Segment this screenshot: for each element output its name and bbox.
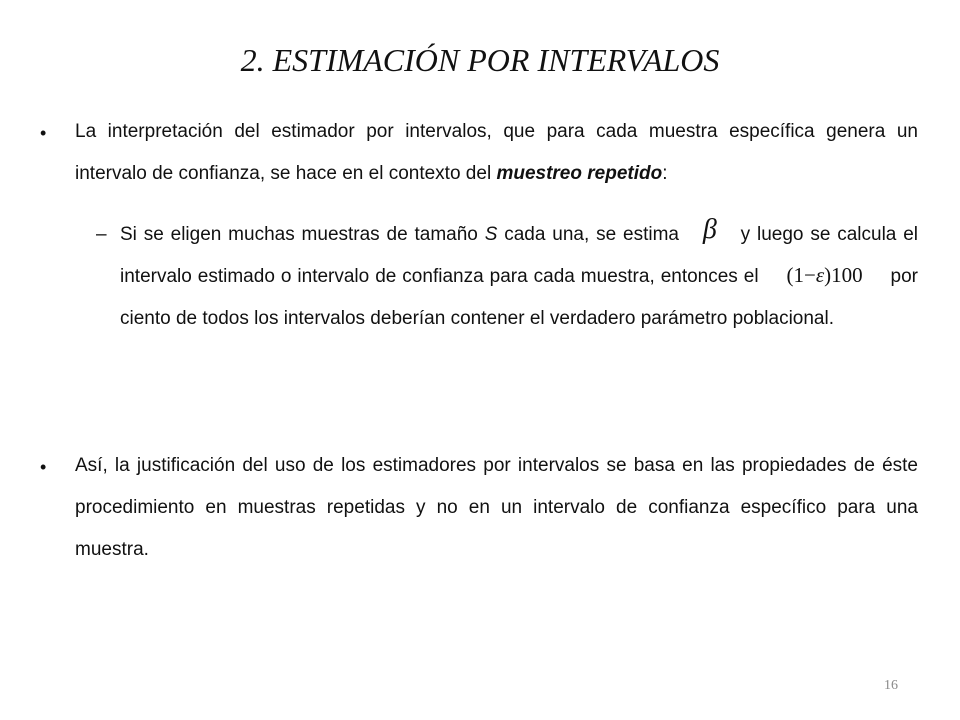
beta-symbol: β (702, 214, 717, 245)
epsilon-symbol: ε (815, 263, 825, 287)
confidence-expression (765, 265, 885, 285)
bullet-2-marker: • (40, 457, 47, 477)
page-number: 16 (884, 678, 898, 693)
bullet-1-text-a: La interpretación del estimador por intervalos, que para cada muestra específica genera un intervalo de confianza, se hace en el contexto del (75, 121, 918, 184)
sub-1-var-s: S (484, 224, 498, 245)
sub-bullet-1-marker: – (96, 224, 107, 245)
bullet-1-emphasis: muestreo repetido (496, 163, 663, 184)
sub-1-text-a: Si se eligen muchas muestras de tamaño (120, 224, 485, 245)
sub-1-text-c: y luego se calcula el intervalo estimado o intervalo de confianza para cada muestra, entonces el (120, 224, 918, 287)
bullet-2-paragraph: Así, la justificación del uso de los estimadores por intervalos se basa en las propiedades de éste procedimiento en muestras repetidas y no en un intervalo de confianza específico para una muestra. (75, 455, 918, 560)
expr-close: )100 (824, 263, 863, 287)
bullet-1-marker: • (40, 123, 47, 143)
bullet-1-paragraph (75, 111, 918, 195)
bullet-1-text-b: : (662, 163, 668, 184)
sub-1-text-d: por ciento de todos los intervalos deberían contener el verdadero parámetro poblacional. (120, 266, 919, 329)
expr-open: (1− (786, 263, 816, 287)
sub-1-text-b: cada una, se estima (497, 224, 686, 245)
slide-title: 2. ESTIMACIÓN POR INTERVALOS (240, 42, 720, 78)
sub-bullet-1-paragraph (120, 214, 918, 340)
